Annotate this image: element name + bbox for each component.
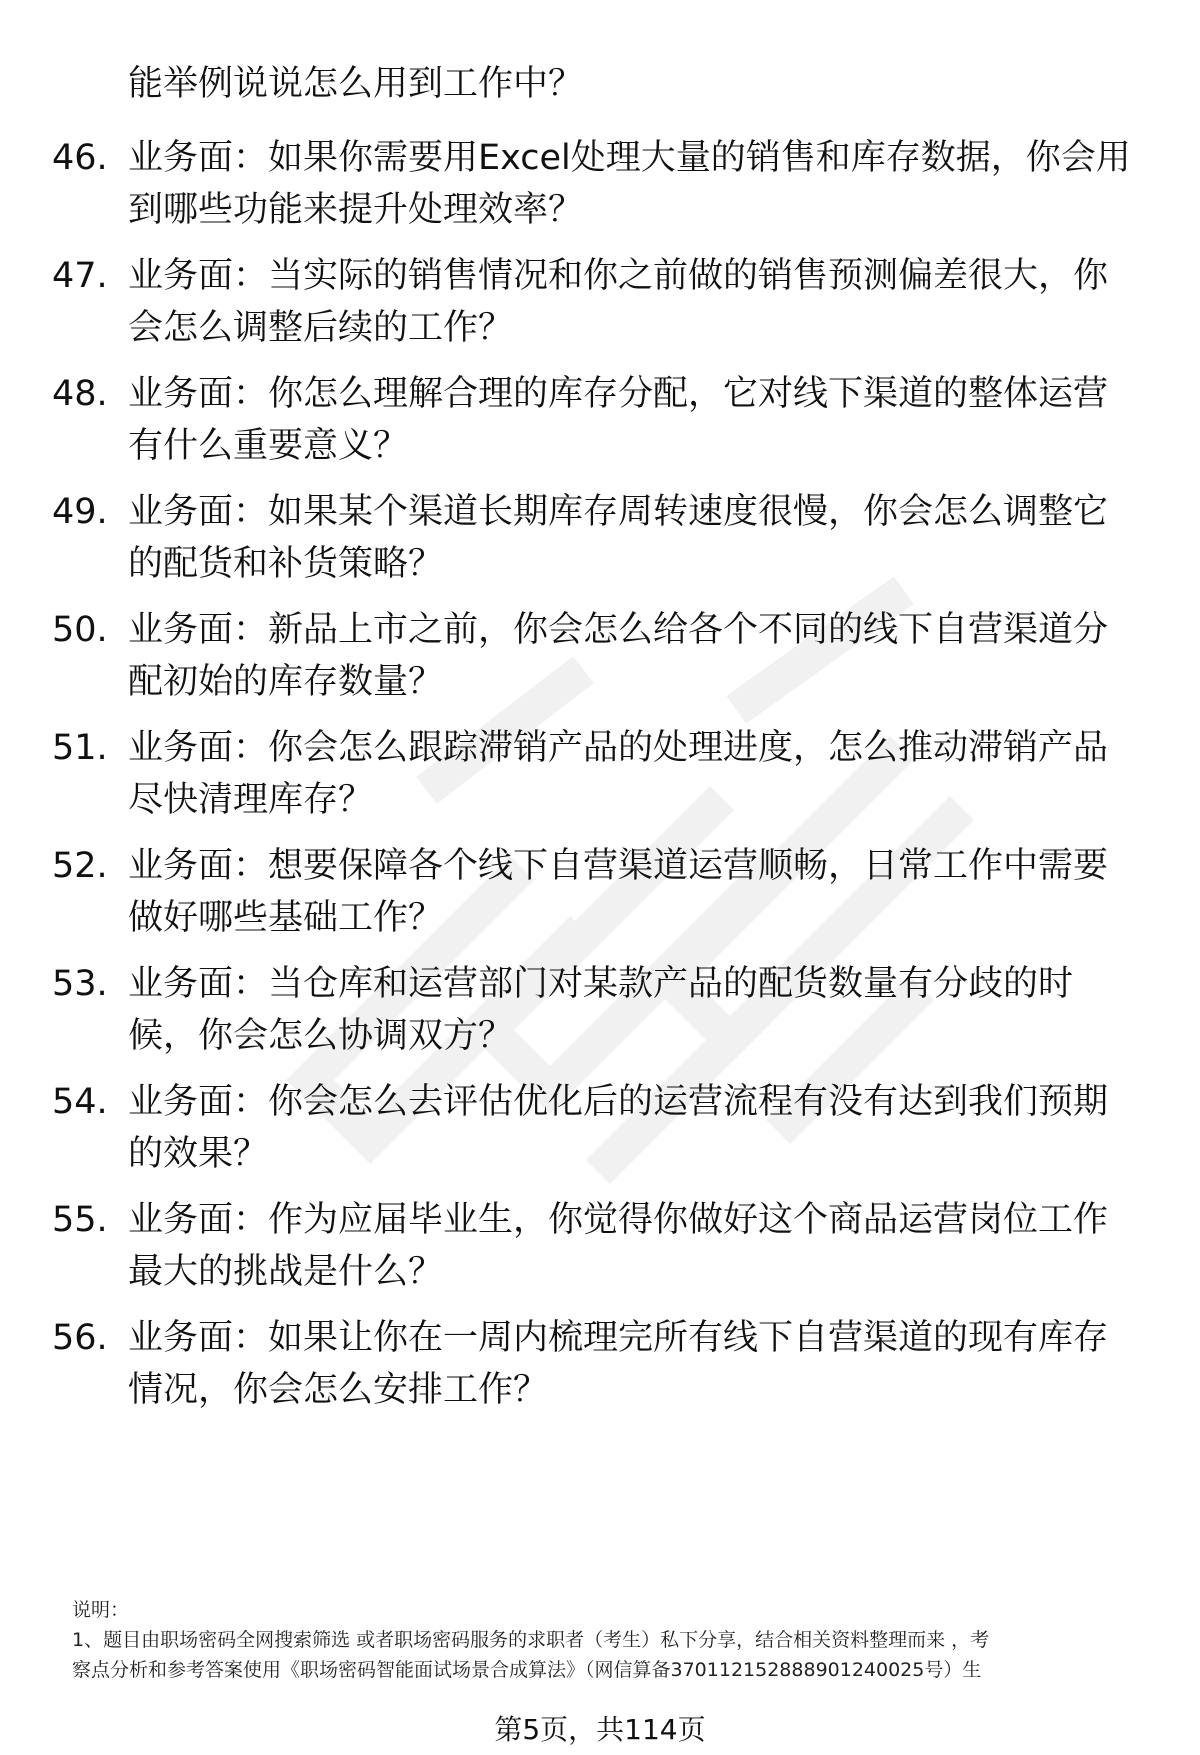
question-line: 做好哪些基础工作？	[128, 898, 444, 938]
question-line: 的效果？	[128, 1134, 269, 1174]
question-line: 业务面：当实际的销售情况和你之前做的销售预测偏差很大，你	[128, 256, 1109, 296]
question-number: 51.	[52, 728, 108, 768]
question-line: 业务面：你会怎么跟踪滞销产品的处理进度，怎么推动滞销产品	[128, 728, 1109, 768]
question-line: 到哪些功能来提升处理效率？	[128, 190, 584, 230]
question-text	[128, 604, 1168, 708]
question-text	[128, 250, 1168, 354]
question-number: 47.	[52, 256, 108, 296]
question-number: 53.	[52, 964, 108, 1004]
question-text	[128, 958, 1168, 1062]
question-line: 配初始的库存数量？	[128, 662, 444, 702]
question-text	[128, 1194, 1168, 1298]
question-line: 情况，你会怎么安排工作？	[128, 1370, 549, 1410]
question-line: 业务面：你怎么理解合理的库存分配，它对线下渠道的整体运营	[128, 374, 1109, 414]
question-text	[128, 722, 1168, 826]
page-number-footer: 第5页，共114页	[494, 1713, 706, 1746]
notes-line: 察点分析和参考答案使用《职场密码智能面试场景合成算法》（网信算备370112152888901240025号）生	[72, 1659, 982, 1681]
continued-question-text: 能举例说说怎么用到工作中？	[128, 64, 584, 104]
question-text	[128, 840, 1168, 944]
question-line: 最大的挑战是什么？	[128, 1252, 444, 1292]
question-line: 的配货和补货策略？	[128, 544, 444, 584]
notes-section	[72, 1595, 1162, 1685]
question-number: 52.	[52, 846, 108, 886]
question-line: 业务面：你会怎么去评估优化后的运营流程有没有达到我们预期	[128, 1082, 1109, 1122]
question-line: 有什么重要意义？	[128, 426, 409, 466]
question-text	[128, 368, 1168, 472]
question-line: 业务面：如果让你在一周内梳理完所有线下自营渠道的现有库存	[128, 1318, 1109, 1358]
question-number: 49.	[52, 492, 108, 532]
question-line: 业务面：如果你需要用Excel处理大量的销售和库存数据，你会用	[128, 138, 1131, 178]
question-text	[128, 1312, 1168, 1416]
question-number: 50.	[52, 610, 108, 650]
question-line: 业务面：新品上市之前，你会怎么给各个不同的线下自营渠道分	[128, 610, 1109, 650]
question-line: 候，你会怎么协调双方？	[128, 1016, 514, 1056]
question-line: 尽快清理库存？	[128, 780, 374, 820]
question-number: 56.	[52, 1318, 108, 1358]
question-line: 业务面：作为应届毕业生，你觉得你做好这个商品运营岗位工作	[128, 1200, 1109, 1240]
question-number: 55.	[52, 1200, 108, 1240]
question-number: 46.	[52, 138, 108, 178]
notes-line: 1、题目由职场密码全网搜索筛选 或者职场密码服务的求职者（考生）私下分享，结合相关资料整理而来 ，考	[72, 1629, 990, 1651]
question-text	[128, 486, 1168, 590]
question-text	[128, 1076, 1168, 1180]
question-number: 54.	[52, 1082, 108, 1122]
question-text	[128, 132, 1168, 236]
question-number: 48.	[52, 374, 108, 414]
question-line: 业务面：想要保障各个线下自营渠道运营顺畅，日常工作中需要	[128, 846, 1109, 886]
question-line: 会怎么调整后续的工作？	[128, 308, 514, 348]
question-line: 业务面：当仓库和运营部门对某款产品的配货数量有分歧的时	[128, 964, 1074, 1004]
notes-heading: 说明：	[72, 1599, 130, 1621]
question-line: 业务面：如果某个渠道长期库存周转速度很慢，你会怎么调整它	[128, 492, 1109, 532]
